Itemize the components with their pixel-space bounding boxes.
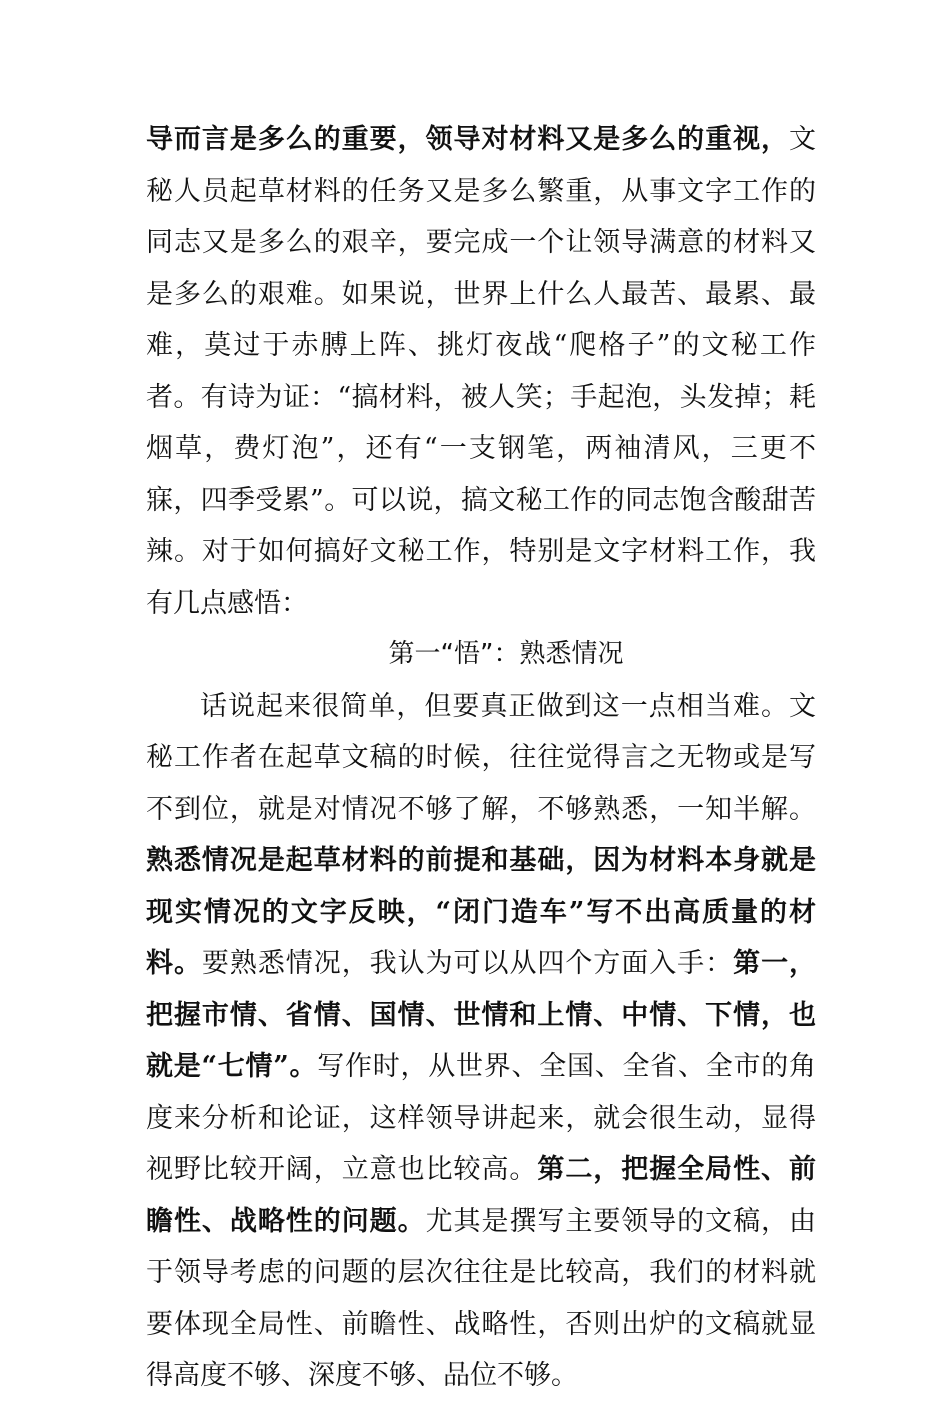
body-text: 要熟悉情况，我认为可以从四个方面入手：: [201, 948, 734, 979]
paragraph-intro: [146, 114, 816, 629]
bold-text: 第二，把握全局性、前瞻性、战略性的问题。: [146, 1154, 816, 1237]
body-text: 尤其是撰写主要领导的文稿，由于领导考虑的问题的层次往往是比较高，我们的材料就要体现全局性、前瞻性、战略性，否则出炉的文稿就显得高度不够、深度不够、品位不够。: [146, 1205, 817, 1391]
body-text: 文秘人员起草材料的任务又是多么繁重，从事文字工作的同志又是多么的艰辛，要完成一个让领导满意的材料又是多么的艰难。如果说，世界上什么人最苦、最累、最难，莫过于赤膊上阵、挑灯夜战“爬格子”的文秘工作者。有诗为证：“搞材料，被人笑；手起泡，头发掉；耗烟草，费灯泡”，还有“一支钢笔，两袖清风，三更不寐，四季受累”。可以说，搞文秘工作的同志饱含酸甜苦辣。对于如何搞好文秘工作，特别是文字材料工作，我有几点感悟：: [146, 124, 816, 619]
bold-text: 第一，把握市情、省情、国情、世情和上情、中情、下情，也就是“七情”。: [146, 948, 817, 1082]
body-text: 话说起来很简单，但要真正做到这一点相当难。文秘工作者在起草文稿的时候，往往觉得言之无物或是写不到位，就是对情况不够了解，不够熟悉，一知半解。: [146, 690, 816, 825]
body-text: 写作时，从世界、全国、全省、全市的角度来分析和论证，这样领导讲起来，就会很生动，显得视野比较开阔，立意也比较高。: [146, 1051, 817, 1185]
document-body: [146, 114, 816, 1402]
paragraph-section-one: [146, 681, 816, 1402]
bold-text: 熟悉情况是起草材料的前提和基础，因为材料本身就是现实情况的文字反映，“闭门造车”写不出高质量的材料。: [146, 845, 816, 979]
section-heading: 第一“悟”：熟悉情况: [388, 639, 624, 669]
bold-text: 导而言是多么的重要，领导对材料又是多么的重视，: [146, 124, 789, 155]
